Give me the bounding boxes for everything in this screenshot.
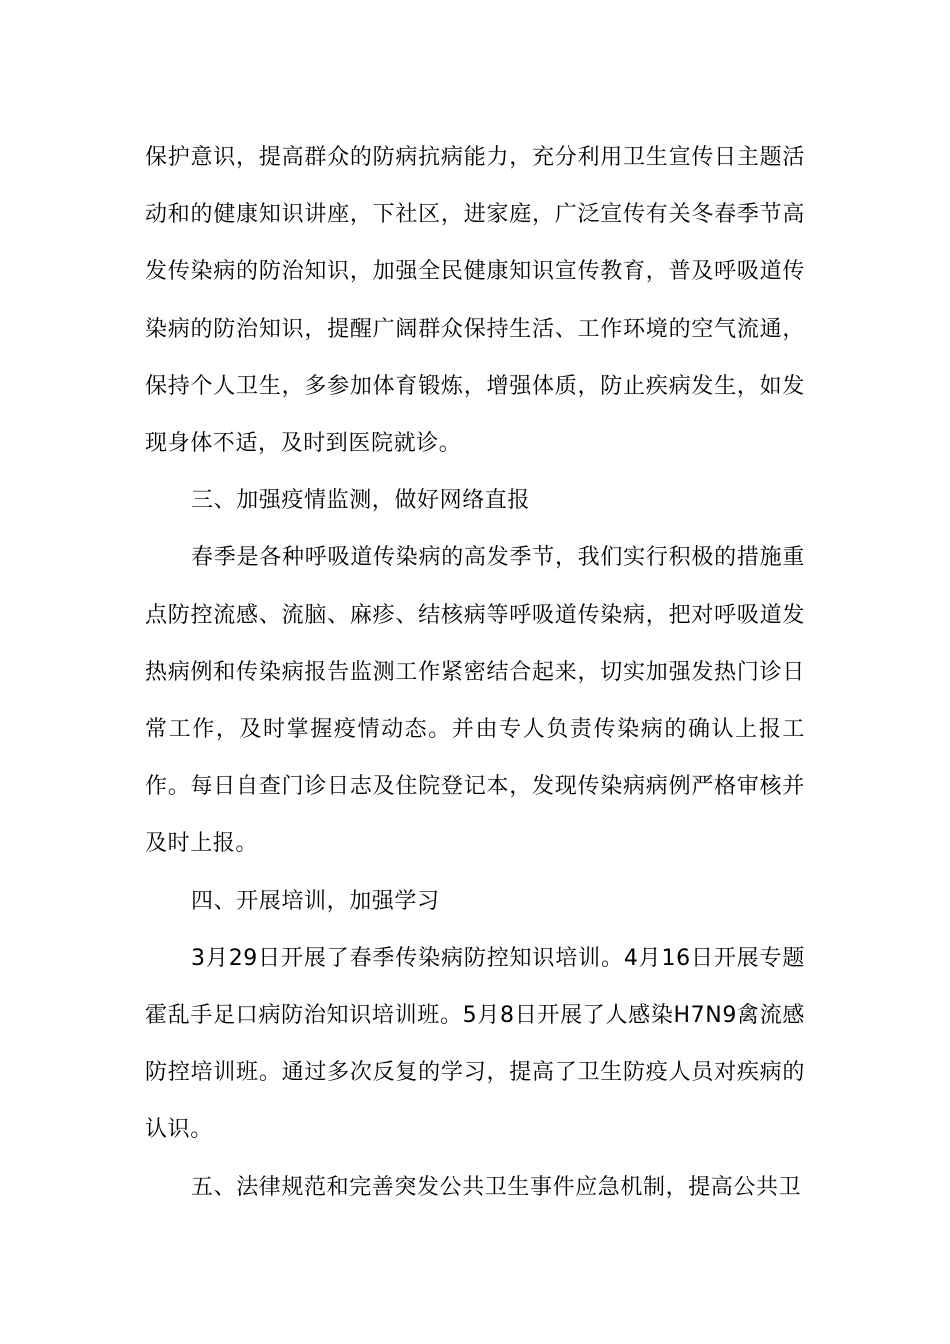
paragraph-epidemic-monitoring: 春季是各种呼吸道传染病的高发季节，我们实行积极的措施重点防控流感、流脑、麻疹、结核病等呼吸道传染病，把对呼吸道发热病例和传染病报告监测工作紧密结合起来，切实加强发热门诊日常工作，及时掌握疫情动态。并由专人负责传染病的确认上报工作。每日自查门诊日志及住院登记本，发现传染病病例严格审核并及时上报。 <box>145 545 805 857</box>
section-heading-emergency-mechanism: 五、法律规范和完善突发公共卫生事件应急机制，提高公共卫 <box>191 1174 802 1200</box>
section-heading-training: 四、开展培训，加强学习 <box>191 888 440 914</box>
section-heading-epidemic-monitoring: 三、加强疫情监测，做好网络直报 <box>191 488 531 514</box>
paragraph-health-education: 保护意识，提高群众的防病抗病能力，充分利用卫生宣传日主题活动和的健康知识讲座，下社区，进家庭，广泛宣传有关冬春季节高发传染病的防治知识，加强全民健康知识宣传教育，普及呼吸道传染病的防治知识，提醒广阔群众保持生活、工作环境的空气流通，保持个人卫生，多参加体育锻炼，增强体质，防止疾病发生，如发现身体不适，及时到医院就诊。 <box>145 145 805 457</box>
document-body <box>145 129 805 1216</box>
paragraph-training: 3月29日开展了春季传染病防控知识培训。4月16日开展专题霍乱手足口病防治知识培训班。5月8日开展了人感染H7N9禽流感防控培训班。通过多次反复的学习，提高了卫生防疫人员对疾病的认识。 <box>145 945 805 1143</box>
